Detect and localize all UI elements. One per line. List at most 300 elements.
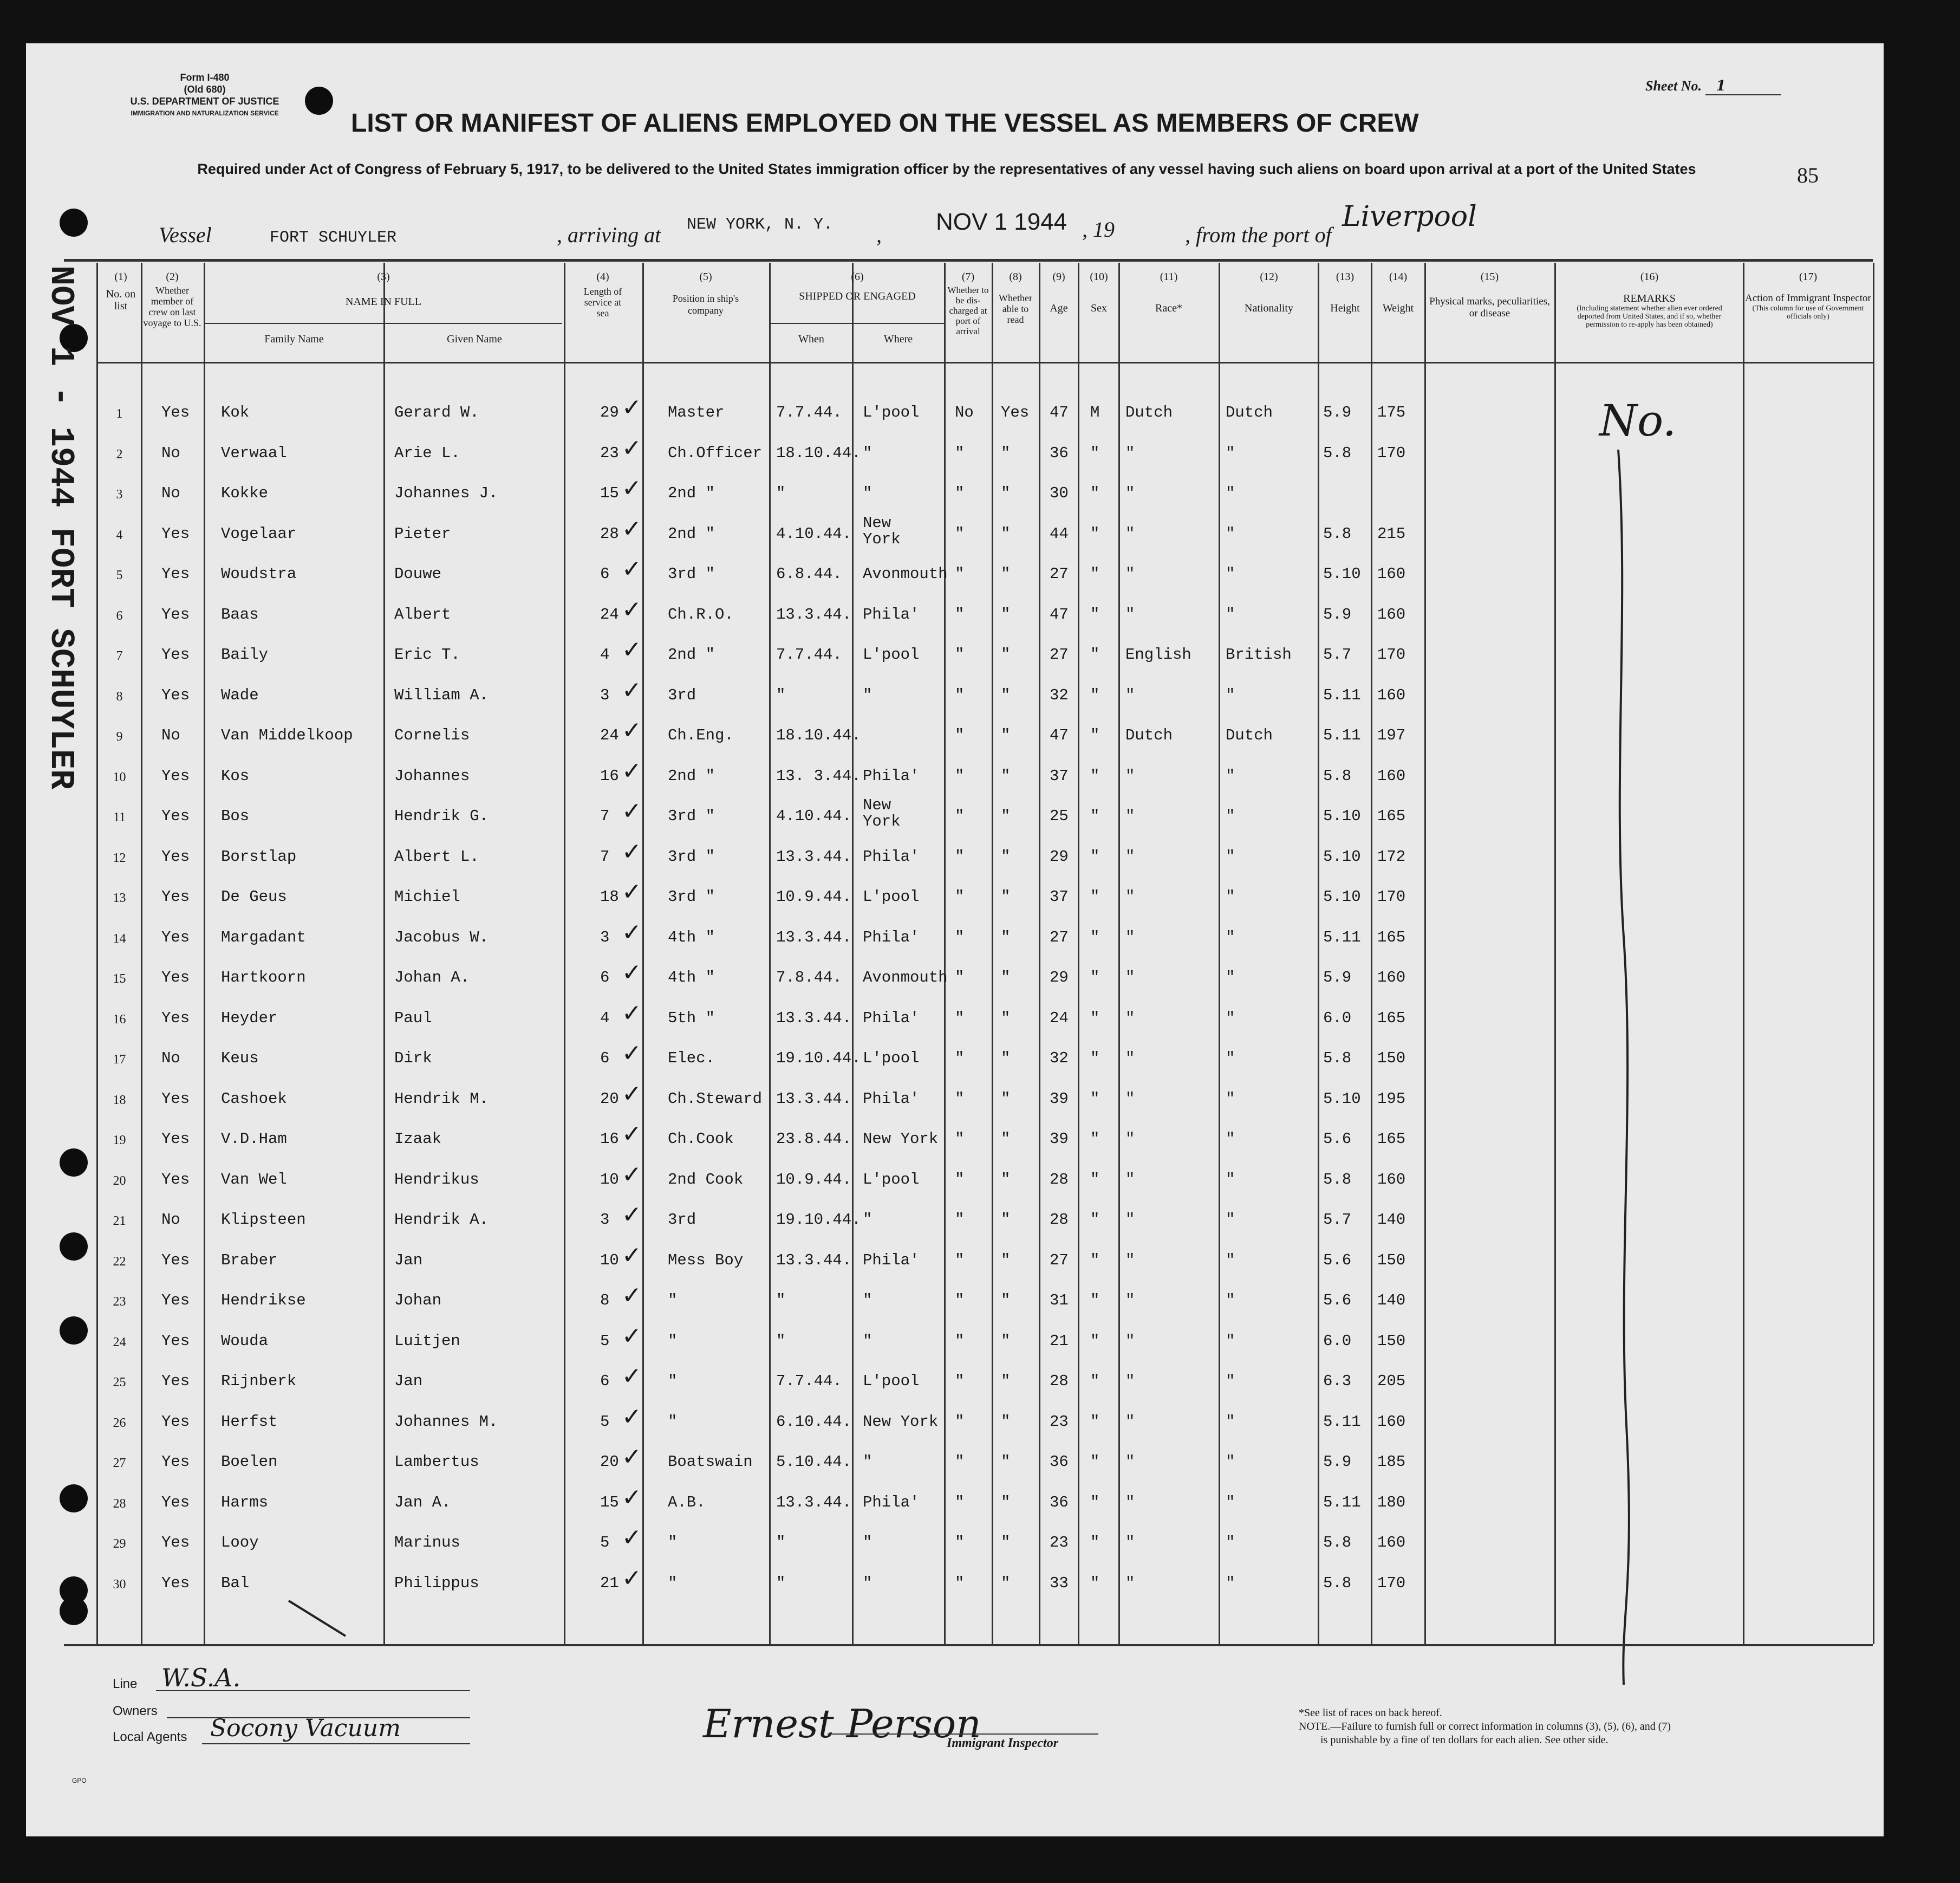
sex-cell: " [1090,1494,1100,1511]
row-number: 5 [116,568,123,582]
sex-cell: " [1090,726,1100,744]
weight-cell: 165 [1377,1130,1406,1148]
shipped-where-cell: New York [863,514,901,548]
col-5-header: (5) Position in ship's company [672,271,739,316]
age-cell: 29 [1050,848,1069,866]
column-rule [1039,263,1040,1644]
prev-voyage-cell: Yes [161,606,190,624]
row-number: 7 [116,649,123,663]
col-7-header: (7) Whether to be dis-charged at port of arrival [947,271,989,336]
row-number: 26 [113,1416,126,1430]
given-name-cell: Philippus [394,1574,479,1592]
shipped-when-cell: " [776,1534,786,1551]
position-cell: Ch.Cook [668,1130,734,1148]
family-name-cell: Harms [221,1494,269,1511]
nationality-cell: " [1226,1291,1235,1309]
end-of-list-stroke [286,1598,351,1641]
position-cell: " [668,1534,678,1551]
sex-cell: " [1090,848,1100,866]
family-name-cell: Bal [221,1574,250,1592]
service-length-cell: 4 [600,646,610,664]
position-cell: 4th " [668,969,715,986]
height-cell: 5.11 [1323,928,1361,946]
inspector-signature: Ernest Person [703,1701,981,1746]
shipped-when-cell: 19.10.44. [776,1211,861,1229]
shipped-where-cell: " [863,1332,872,1350]
column-rule [383,263,385,1644]
race-cell: " [1125,767,1135,785]
header-rule [64,259,1873,262]
given-name-cell: Jacobus W. [394,928,489,946]
race-cell: " [1125,1372,1135,1390]
prev-voyage-cell: Yes [161,969,190,986]
shipped-when-cell: " [776,1291,786,1309]
column-rule [204,263,205,1644]
given-name-cell: Johan A. [394,969,470,986]
age-cell: 24 [1050,1009,1069,1027]
given-name-cell: Johan [394,1291,442,1309]
weight-cell: 175 [1377,404,1406,421]
position-cell: 3rd " [668,848,715,866]
given-name-cell: Albert L. [394,848,479,866]
age-cell: 27 [1050,928,1069,946]
nationality-cell: " [1226,969,1235,986]
column-header-rule [96,362,1873,363]
discharged-cell: " [955,1453,965,1471]
row-number: 20 [113,1174,126,1188]
row-number: 17 [113,1053,126,1067]
service-check-mark: ✓ [622,394,642,421]
race-cell: " [1125,1130,1135,1148]
column-rule [1743,263,1744,1644]
service-check-mark: ✓ [622,636,642,664]
height-cell: 5.8 [1323,1171,1352,1189]
service-check-mark: ✓ [622,1282,642,1309]
age-cell: 27 [1050,646,1069,664]
shipped-where-header: Where [883,333,913,345]
shipped-where-cell: Phila' [863,1009,920,1027]
prev-voyage-cell: No [161,726,180,744]
shipped-when-cell: 5.10.44. [776,1453,852,1471]
discharged-cell: " [955,1211,965,1229]
weight-cell: 150 [1377,1332,1406,1350]
col-15-header: (15) Physical marks, peculiarities, or disease [1429,271,1550,319]
service-length-cell: 24 [600,606,619,624]
family-name-header: Family Name [264,333,324,345]
age-cell: 27 [1050,565,1069,583]
position-cell: 2nd " [668,646,715,664]
service-check-mark: ✓ [622,878,642,906]
row-number: 13 [113,891,126,905]
height-cell: 5.8 [1323,444,1352,462]
col-2-header: (2) Whether member of crew on last voyage to U.S. [143,271,201,328]
shipped-when-cell: 7.7.44. [776,1372,842,1390]
prev-voyage-cell: Yes [161,888,190,906]
race-cell: " [1125,1009,1135,1027]
prev-voyage-cell: Yes [161,1453,190,1471]
nationality-cell: " [1226,1332,1235,1350]
service-length-cell: 6 [600,565,610,583]
given-name-cell: Albert [394,606,451,624]
form-old-number: (Old 680) [184,84,226,95]
position-cell: 2nd " [668,767,715,785]
row-number: 1 [116,407,123,421]
age-cell: 33 [1050,1574,1069,1592]
prev-voyage-cell: Yes [161,1534,190,1551]
race-cell: " [1125,807,1135,825]
family-name-cell: Kok [221,404,250,421]
able-to-read-cell: " [1001,888,1011,906]
service-check-mark: ✓ [622,999,642,1027]
height-cell: 5.10 [1323,848,1361,866]
age-cell: 27 [1050,1251,1069,1269]
row-number: 21 [113,1214,126,1228]
race-cell: English [1125,646,1191,664]
sex-cell: " [1090,1049,1100,1067]
able-to-read-cell: " [1001,1049,1011,1067]
row-number: 14 [113,932,126,946]
service-check-mark: ✓ [622,1362,642,1390]
position-cell: " [668,1574,678,1592]
nationality-cell: " [1226,484,1235,502]
prev-voyage-cell: Yes [161,1251,190,1269]
shipped-when-cell: 13.3.44. [776,928,852,946]
shipped-when-cell: 13.3.44. [776,848,852,866]
service-length-cell: 5 [600,1534,610,1551]
family-name-cell: Heyder [221,1009,278,1027]
weight-cell: 160 [1377,606,1406,624]
family-name-cell: Kokke [221,484,269,502]
weight-cell: 160 [1377,1413,1406,1431]
given-name-cell: Dirk [394,1049,432,1067]
column-rule [1424,263,1426,1644]
given-name-cell: Eric T. [394,646,460,664]
service-check-mark: ✓ [622,1564,642,1592]
column-rule [141,263,142,1644]
family-name-cell: Baily [221,646,269,664]
nationality-cell: " [1226,1211,1235,1229]
nationality-cell: " [1226,686,1235,704]
nationality-cell: " [1226,888,1235,906]
service-check-mark: ✓ [622,1443,642,1471]
row-number: 10 [113,770,126,784]
race-cell: " [1125,1534,1135,1551]
age-cell: 28 [1050,1211,1069,1229]
family-name-cell: Bos [221,807,250,825]
prev-voyage-cell: Yes [161,686,190,704]
race-cell: " [1125,1291,1135,1309]
able-to-read-cell: " [1001,807,1011,825]
family-name-cell: Kos [221,767,250,785]
nationality-cell: Dutch [1226,404,1273,421]
position-cell: Master [668,404,725,421]
discharged-cell: " [955,1332,965,1350]
punch-hole [60,1148,88,1177]
family-name-cell: Boelen [221,1453,278,1471]
discharged-cell: " [955,807,965,825]
shipped-when-cell: 18.10.44. [776,444,861,462]
weight-cell: 185 [1377,1453,1406,1471]
age-cell: 47 [1050,404,1069,421]
position-cell: 3rd " [668,888,715,906]
nationality-cell: " [1226,1009,1235,1027]
family-name-cell: Rijnberk [221,1372,297,1390]
sheet-number-value: 1 [1705,78,1781,95]
given-name-cell: Luitjen [394,1332,460,1350]
shipped-when-cell: 18.10.44. [776,726,861,744]
race-cell: " [1125,1090,1135,1108]
age-cell: 28 [1050,1372,1069,1390]
given-name-cell: Johannes M. [394,1413,498,1431]
family-name-cell: Braber [221,1251,278,1269]
service-length-cell: 7 [600,848,610,866]
weight-cell: 165 [1377,1009,1406,1027]
race-cell: " [1125,1413,1135,1431]
punch-hole [60,1576,88,1605]
service-check-mark: ✓ [622,1242,642,1269]
sex-cell: " [1090,1251,1100,1269]
shipped-where-cell: L'pool [863,1171,920,1189]
prev-voyage-cell: Yes [161,1171,190,1189]
position-cell: 3rd [668,1211,696,1229]
race-cell: " [1125,1494,1135,1511]
discharged-cell: " [955,1574,965,1592]
col-3-header: (3) NAME IN FULL [346,271,421,308]
shipped-where-cell: " [863,1574,872,1592]
sex-cell: " [1090,1534,1100,1551]
shipped-where-cell: L'pool [863,404,920,421]
from-port-label: , from the port of [1185,223,1332,247]
discharged-cell: " [955,928,965,946]
col-17-header: (17) Action of Immigrant Inspector (This column for use of Government officials only) [1745,271,1871,321]
able-to-read-cell: " [1001,686,1011,704]
race-cell: " [1125,1574,1135,1592]
height-cell: 5.11 [1323,1494,1361,1511]
given-name-cell: Gerard W. [394,404,479,421]
age-cell: 23 [1050,1534,1069,1551]
race-cell: " [1125,1049,1135,1067]
manifest-sheet [26,43,1884,1836]
weight-cell: 215 [1377,525,1406,543]
shipped-when-cell: 13.3.44. [776,1090,852,1108]
nationality-cell: " [1226,1494,1235,1511]
shipped-where-cell: Phila' [863,928,920,946]
age-cell: 37 [1050,767,1069,785]
family-name-cell: Woudstra [221,565,297,583]
shipped-where-cell: " [863,686,872,704]
table-bottom-rule [64,1644,1873,1646]
discharged-cell: No [955,404,974,421]
col-16-header: (16) REMARKS (Including statement whether alien ever ordered deported from United States, and if so, whether permission to re-apply has been obtained) [1577,271,1722,329]
discharged-cell: " [955,606,965,624]
weight-cell: 205 [1377,1372,1406,1390]
service-check-mark: ✓ [622,1080,642,1108]
position-cell: Boatswain [668,1453,753,1471]
sex-cell: " [1090,646,1100,664]
able-to-read-cell: " [1001,1574,1011,1592]
service-length-cell: 6 [600,1049,610,1067]
column-rule [852,263,854,1644]
able-to-read-cell: " [1001,848,1011,866]
weight-cell: 140 [1377,1291,1406,1309]
department-name: U.S. DEPARTMENT OF JUSTICE [130,96,279,107]
sex-cell: " [1090,565,1100,583]
remarks-ditto-stroke [1607,450,1640,1696]
able-to-read-cell: Yes [1001,404,1030,421]
able-to-read-cell: " [1001,1453,1011,1471]
arriving-at-label: , arriving at [557,223,661,247]
position-cell: 2nd Cook [668,1171,744,1189]
service-check-mark: ✓ [622,797,642,825]
discharged-cell: " [955,1372,965,1390]
family-name-cell: Hartkoorn [221,969,306,986]
family-name-cell: Baas [221,606,259,624]
service-length-cell: 20 [600,1090,619,1108]
age-cell: 25 [1050,807,1069,825]
given-name-cell: Hendrik A. [394,1211,489,1229]
nationality-cell: " [1226,1413,1235,1431]
shipped-where-cell: " [863,1211,872,1229]
col-6-header: (6) SHIPPED OR ENGAGED [799,271,916,302]
row-number: 27 [113,1456,126,1470]
service-check-mark: ✓ [622,1484,642,1511]
prev-voyage-cell: Yes [161,1090,190,1108]
shipped-when-cell: " [776,1332,786,1350]
weight-cell: 197 [1377,726,1406,744]
age-cell: 44 [1050,525,1069,543]
able-to-read-cell: " [1001,1090,1011,1108]
shipped-where-cell: Phila' [863,848,920,866]
name-subheader-rule [205,323,562,324]
height-cell: 5.8 [1323,1049,1352,1067]
column-rule [1219,263,1220,1644]
shipped-when-cell: 13.3.44. [776,1009,852,1027]
discharged-cell: " [955,1413,965,1431]
prev-voyage-cell: Yes [161,928,190,946]
height-cell: 5.11 [1323,1413,1361,1431]
age-cell: 28 [1050,1171,1069,1189]
inspector-label: Immigrant Inspector [947,1736,1059,1750]
column-rule [642,263,644,1644]
sex-cell: " [1090,444,1100,462]
age-cell: 31 [1050,1291,1069,1309]
local-agents-label: Local Agents [113,1730,187,1744]
races-note: *See list of races on back hereof. [1299,1707,1442,1719]
nationality-cell: " [1226,848,1235,866]
weight-cell: 150 [1377,1049,1406,1067]
race-cell: " [1125,444,1135,462]
col-1-header: (1) No. on list [106,271,136,312]
weight-cell: 150 [1377,1251,1406,1269]
service-check-mark: ✓ [622,838,642,866]
discharged-cell: " [955,1049,965,1067]
prev-voyage-cell: Yes [161,1413,190,1431]
nationality-cell: British [1226,646,1292,664]
nationality-cell: " [1226,444,1235,462]
age-cell: 47 [1050,606,1069,624]
height-cell: 5.7 [1323,646,1352,664]
height-cell: 5.9 [1323,404,1352,421]
service-check-mark: ✓ [622,919,642,946]
service-check-mark: ✓ [622,757,642,785]
row-number: 19 [113,1133,126,1147]
side-stamp: NOV 1 - 1944 FORT SCHUYLER [42,265,80,790]
service-check-mark: ✓ [622,596,642,624]
col-10-header: (10) Sex [1090,271,1108,314]
able-to-read-cell: " [1001,1332,1011,1350]
given-name-cell: Arie L. [394,444,460,462]
able-to-read-cell: " [1001,444,1011,462]
shipped-where-cell: " [863,444,872,462]
shipped-where-cell: " [863,1453,872,1471]
service-check-mark: ✓ [622,959,642,986]
family-name-cell: Wouda [221,1332,269,1350]
sex-cell: M [1090,404,1100,421]
weight-cell: 170 [1377,646,1406,664]
shipped-where-cell: Phila' [863,1494,920,1511]
shipped-where-cell: L'pool [863,646,920,664]
discharged-cell: " [955,1534,965,1551]
given-name-cell: Hendrikus [394,1171,479,1189]
service-length-cell: 21 [600,1574,619,1592]
able-to-read-cell: " [1001,1009,1011,1027]
shipped-when-cell: 13.3.44. [776,1251,852,1269]
sex-cell: " [1090,1211,1100,1229]
height-cell: 5.6 [1323,1251,1352,1269]
weight-cell: 160 [1377,1171,1406,1189]
sex-cell: " [1090,525,1100,543]
shipped-when-cell: 19.10.44. [776,1049,861,1067]
service-check-mark: ✓ [622,1403,642,1431]
race-cell: " [1125,888,1135,906]
given-name-cell: Lambertus [394,1453,479,1471]
sex-cell: " [1090,928,1100,946]
given-name-cell: Jan [394,1372,423,1390]
weight-cell: 195 [1377,1090,1406,1108]
service-name: IMMIGRATION AND NATURALIZATION SERVICE [131,109,279,117]
given-name-cell: Hendrik M. [394,1090,489,1108]
col-4-header: (4) Length of service at sea [583,271,622,319]
able-to-read-cell: " [1001,969,1011,986]
shipped-when-cell: " [776,686,786,704]
shipped-where-cell: Avonmouth [863,565,948,583]
shipped-where-cell: Phila' [863,606,920,624]
race-cell: " [1125,969,1135,986]
able-to-read-cell: " [1001,928,1011,946]
able-to-read-cell: " [1001,484,1011,502]
page-subtitle: Required under Act of Congress of February 5, 1917, to be delivered to the United States immigration officer by the representatives of any vessel having such aliens on board upon arrival at a port of the United States [197,161,1696,177]
shipped-when-cell: 7.7.44. [776,646,842,664]
able-to-read-cell: " [1001,1251,1011,1269]
able-to-read-cell: " [1001,1494,1011,1511]
row-number: 18 [113,1093,126,1107]
prev-voyage-cell: Yes [161,404,190,421]
column-rule [1318,263,1319,1644]
given-name-cell: Jan [394,1251,423,1269]
height-cell: 5.9 [1323,606,1352,624]
service-length-cell: 29 [600,404,619,421]
position-cell: Ch.Steward [668,1090,763,1108]
given-name-cell: Pieter [394,525,451,543]
vessel-name: FORT SCHUYLER [270,229,397,247]
row-number: 4 [116,528,123,542]
service-length-cell: 10 [600,1251,619,1269]
weight-cell: 160 [1377,969,1406,986]
prev-voyage-cell: Yes [161,1372,190,1390]
row-number: 11 [113,810,126,824]
arrival-date-stamp: NOV 1 1944 [936,209,1067,235]
discharged-cell: " [955,1171,965,1189]
